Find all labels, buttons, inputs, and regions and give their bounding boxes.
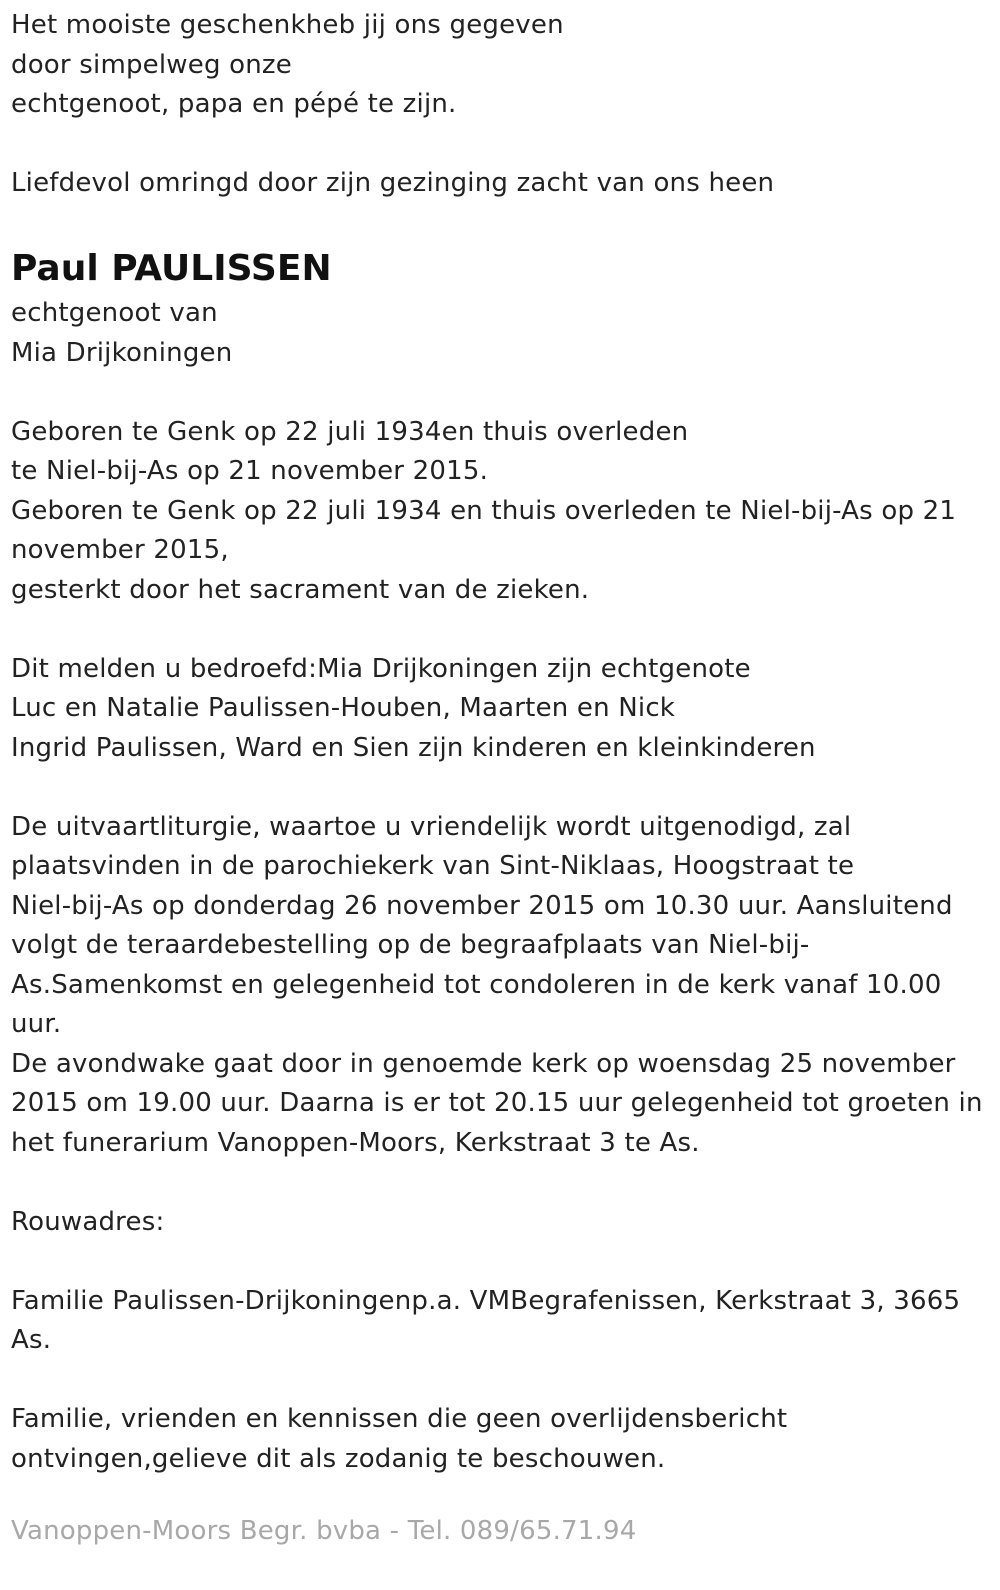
spacer: [11, 1361, 981, 1401]
birth-death-line-5: gesterkt door het sacrament van de zieken.: [11, 574, 590, 605]
birth-death-section: [11, 413, 981, 611]
birth-death-line-4: november 2015,: [11, 535, 229, 565]
address-label: Rouwadres:: [11, 1206, 165, 1237]
deceased-relation: echtgenoot van: [11, 298, 218, 328]
obituary-document: [11, 6, 981, 1479]
funeral-home-footer: Vanoppen-Moors Begr. bvba - Tel. 089/65.71.94: [11, 1516, 637, 1546]
address-line-1: Familie Paulissen-Drijkoningenp.a. VMBegrafenissen, Kerkstraat 3, 3665: [11, 1285, 961, 1316]
birth-death-line-3: Geboren te Genk op 22 juli 1934 en thuis overleden te Niel-bij-As op 21: [11, 495, 957, 526]
notice-line-2: ontvingen,gelieve dit als zodanig te beschouwen.: [11, 1443, 666, 1474]
address-section: [11, 1282, 981, 1361]
funeral-line-3: Niel-bij-As op donderdag 26 november 2015 om 10.30 uur. Aansluitend: [11, 890, 953, 921]
mourners-section: [11, 650, 981, 769]
passing-line: Liefdevol omringd door zijn gezinging zacht van ons heen: [11, 168, 775, 198]
funeral-line-8: 2015 om 19.00 uur. Daarna is er tot 20.15 uur gelegenheid tot groeten in: [11, 1088, 983, 1118]
funeral-line-6: uur.: [11, 1009, 62, 1039]
funeral-line-2: plaatsvinden in de parochiekerk van Sint-Niklaas, Hoogstraat te: [11, 851, 855, 881]
notice-line-1: Familie, vrienden en kennissen die geen overlijdensbericht: [11, 1404, 788, 1434]
address-line-2: As.: [11, 1325, 52, 1355]
spacer: [11, 1242, 981, 1282]
birth-death-line-2: te Niel-bij-As op 21 november 2015.: [11, 456, 489, 486]
funeral-line-1: De uitvaartliturgie, waartoe u vriendelijk wordt uitgenodigd, zal: [11, 811, 852, 842]
notice-section: [11, 1400, 981, 1479]
deceased-name: Paul PAULISSEN: [11, 248, 332, 289]
intro-line-3: echtgenoot, papa en pépé te zijn.: [11, 89, 457, 119]
birth-death-line-1: Geboren te Genk op 22 juli 1934en thuis overleden: [11, 416, 689, 447]
intro-line-2: door simpelweg onze: [11, 49, 292, 80]
spacer: [11, 610, 981, 650]
spacer: [11, 1163, 981, 1203]
funeral-line-9: het funerarium Vanoppen-Moors, Kerkstraat 3 te As.: [11, 1127, 700, 1158]
spacer: [11, 125, 981, 165]
funeral-section: [11, 808, 981, 1164]
funeral-line-7: De avondwake gaat door in genoemde kerk op woensdag 25 november: [11, 1048, 956, 1079]
mourners-line-2: Luc en Natalie Paulissen-Houben, Maarten en Nick: [11, 693, 676, 723]
spacer: [11, 373, 981, 413]
deceased-spouse: Mia Drijkoningen: [11, 337, 233, 368]
spacer: [11, 204, 981, 244]
mourners-line-1: Dit melden u bedroefd:Mia Drijkoningen zijn echtgenote: [11, 653, 751, 684]
mourners-line-3: Ingrid Paulissen, Ward en Sien zijn kinderen en kleinkinderen: [11, 732, 816, 763]
spacer: [11, 768, 981, 808]
intro-poem: [11, 6, 981, 125]
funeral-line-4: volgt de teraardebestelling op de begraafplaats van Niel-bij-: [11, 930, 810, 960]
intro-line-1: Het mooiste geschenkheb jij ons gegeven: [11, 10, 564, 40]
funeral-line-5: As.Samenkomst en gelegenheid tot condoleren in de kerk vanaf 10.00: [11, 969, 942, 1000]
